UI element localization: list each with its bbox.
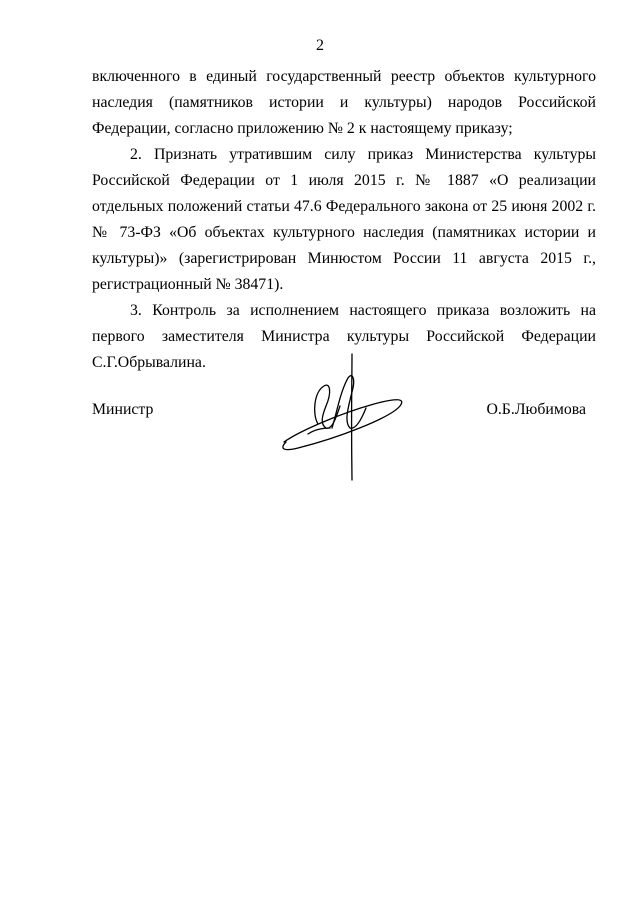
document-body bbox=[92, 64, 596, 376]
paragraph-continuation: включенного в единый государственный реестр объектов культурного наследия (памятников истории и культуры) народов Российской Федерации, согласно приложению № 2 к настоящему приказу; bbox=[92, 68, 596, 137]
paragraph-item-2: 2. Признать утратившим силу приказ Министерства культуры Российской Федерации от 1 июля 2015 г. № 1887 «О реализации отдельных положений статьи 47.6 Федерального закона от 25 июня 2002 г. № 73-ФЗ «Об объектах культурного наследия (памятниках истории и культуры)» (зарегистрирован Минюстом России 11 августа 2015 г., регистрационный № 38471). bbox=[92, 146, 596, 293]
handwritten-signature bbox=[278, 352, 410, 484]
page-number: 2 bbox=[316, 37, 324, 54]
paragraph-item-3: 3. Контроль за исполнением настоящего приказа возложить на первого заместителя Министра культуры Российской Федерации С.Г.Обрывалина. bbox=[92, 302, 596, 371]
signatory-position: Министр bbox=[92, 401, 154, 418]
signatory-name: О.Б.Любимова bbox=[486, 401, 586, 418]
